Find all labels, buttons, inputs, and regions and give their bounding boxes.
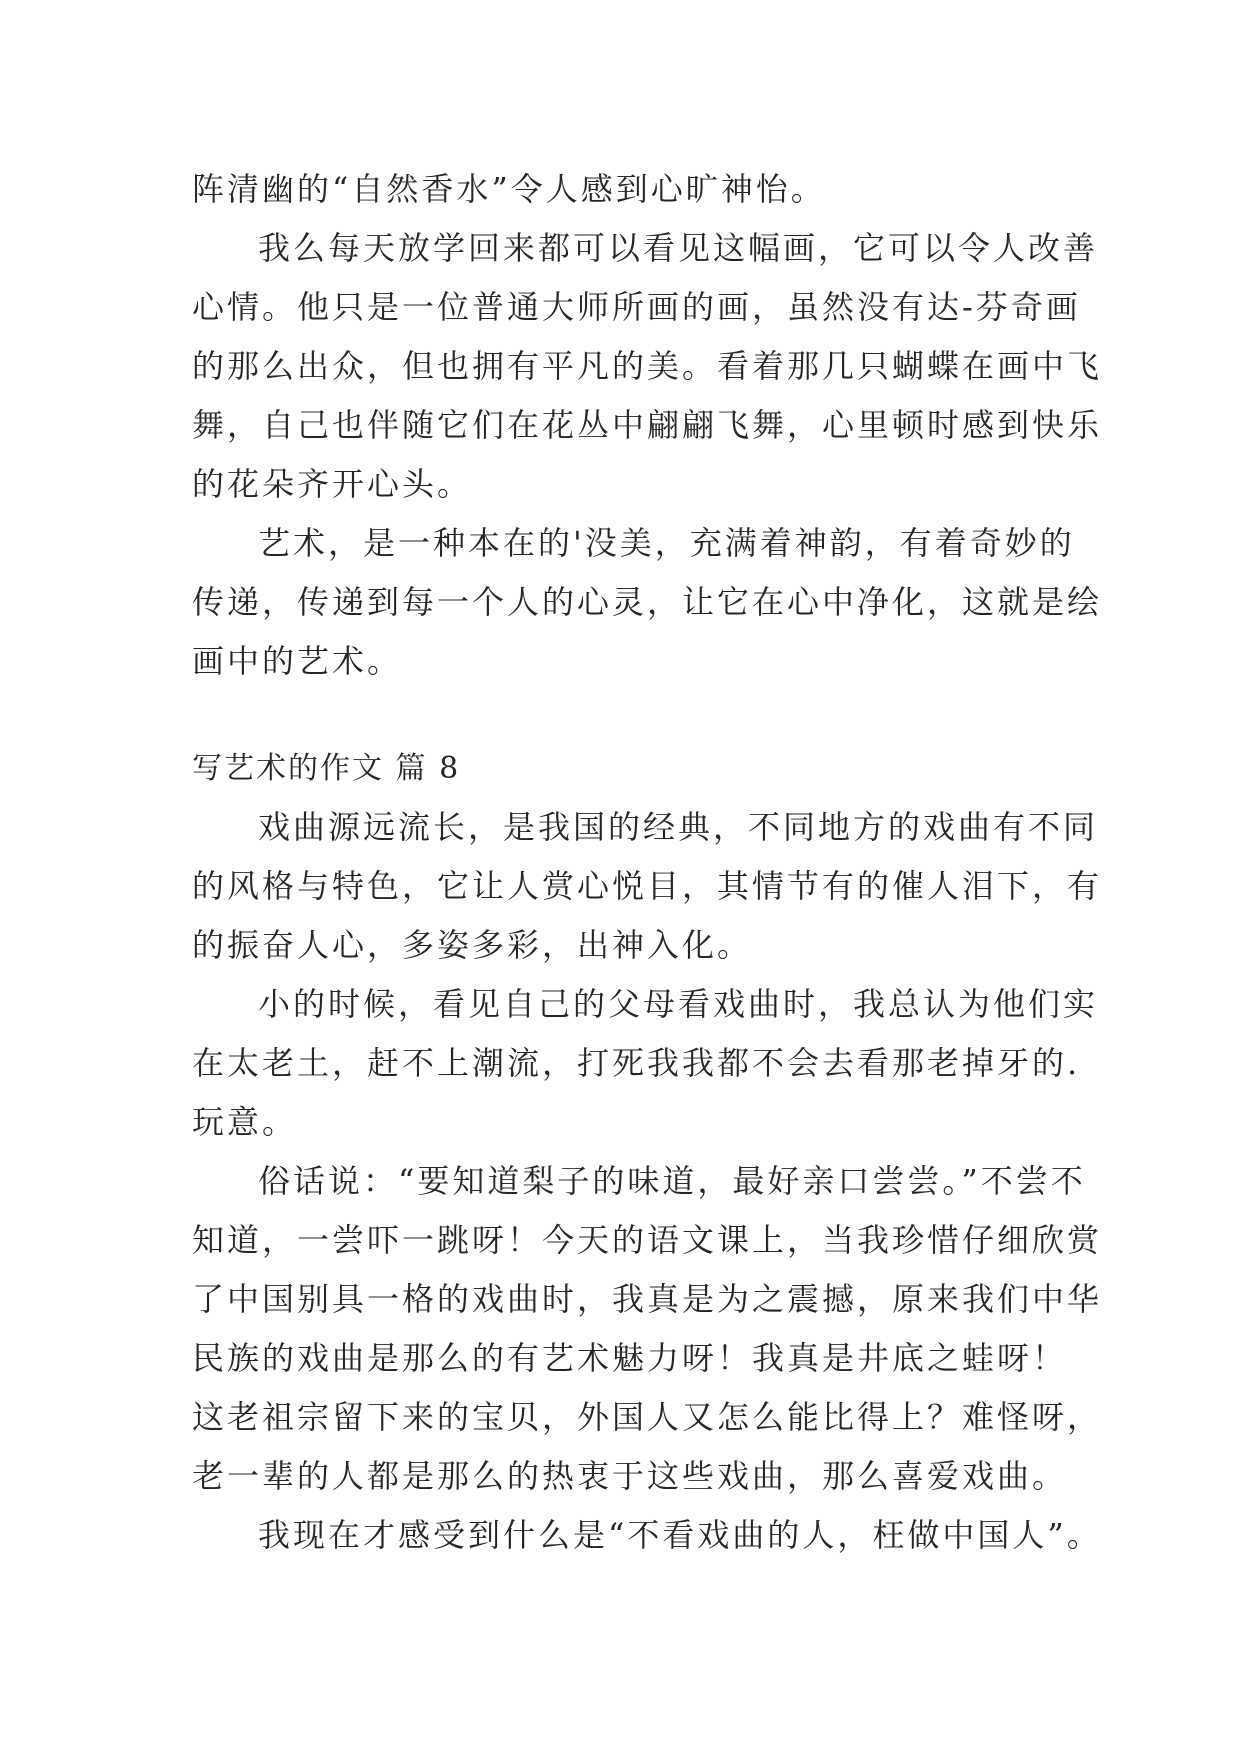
essay-section-8-body xyxy=(192,798,1103,1565)
essay-section-7-body xyxy=(192,160,1103,691)
paragraph-start-line: 我么每天放学回来都可以看见这幅画，它可以令人改善 xyxy=(258,229,1099,267)
paragraph-start-line: 俗话说：“要知道梨子的味道，最好亲口尝尝。”不尝不 xyxy=(258,1162,1086,1200)
text-line: 民族的戏曲是那么的有艺术魅力呀！我真是井底之蛙呀！ xyxy=(192,1339,1068,1377)
text-line: 心情。他只是一位普通大师所画的画，虽然没有达-芬奇画 xyxy=(192,288,1081,326)
essay-heading: 写艺术的作文 篇 8 xyxy=(192,751,461,786)
text-line: 的振奋人心，多姿多彩，出神入化。 xyxy=(192,926,753,964)
text-line: 舞，自己也伴随它们在花丛中翩翩飞舞，心里顿时感到快乐 xyxy=(192,406,1103,444)
text-line: 知道，一尝吓一跳呀！今天的语文课上，当我珍惜仔细欣赏 xyxy=(192,1221,1103,1259)
paragraph-start-line: 我现在才感受到什么是“不看戏曲的人，枉做中国人”。 xyxy=(258,1516,1102,1554)
text-line: 画中的艺术。 xyxy=(192,642,403,680)
paragraph-start-line: 艺术，是一种本在的'没美，充满着神韵，有着奇妙的 xyxy=(258,524,1075,562)
text-line: 玩意。 xyxy=(192,1103,298,1141)
text-line: 的那么出众，但也拥有平凡的美。看着那几只蝴蝶在画中飞 xyxy=(192,347,1103,385)
text-line: 阵清幽的“自然香水”令人感到心旷神怡。 xyxy=(192,170,826,208)
text-line: 了中国别具一格的戏曲时，我真是为之震撼，原来我们中华 xyxy=(192,1280,1103,1318)
text-line: 老一辈的人都是那么的热衷于这些戏曲，那么喜爱戏曲。 xyxy=(192,1457,1068,1495)
text-line: 的花朵齐开心头。 xyxy=(192,465,473,503)
paragraph-start-line: 小的时候，看见自己的父母看戏曲时，我总认为他们实 xyxy=(258,985,1099,1023)
text-line: 的风格与特色，它让人赏心悦目，其情节有的催人泪下，有 xyxy=(192,867,1103,905)
text-line: 在太老土，赶不上潮流，打死我我都不会去看那老掉牙的. xyxy=(192,1044,1081,1082)
paragraph-start-line: 戏曲源远流长，是我国的经典，不同地方的戏曲有不同 xyxy=(258,808,1099,846)
text-line: 传递，传递到每一个人的心灵，让它在心中净化，这就是绘 xyxy=(192,583,1103,621)
text-line: 这老祖宗留下来的宝贝，外国人又怎么能比得上？难怪呀， xyxy=(192,1398,1103,1436)
